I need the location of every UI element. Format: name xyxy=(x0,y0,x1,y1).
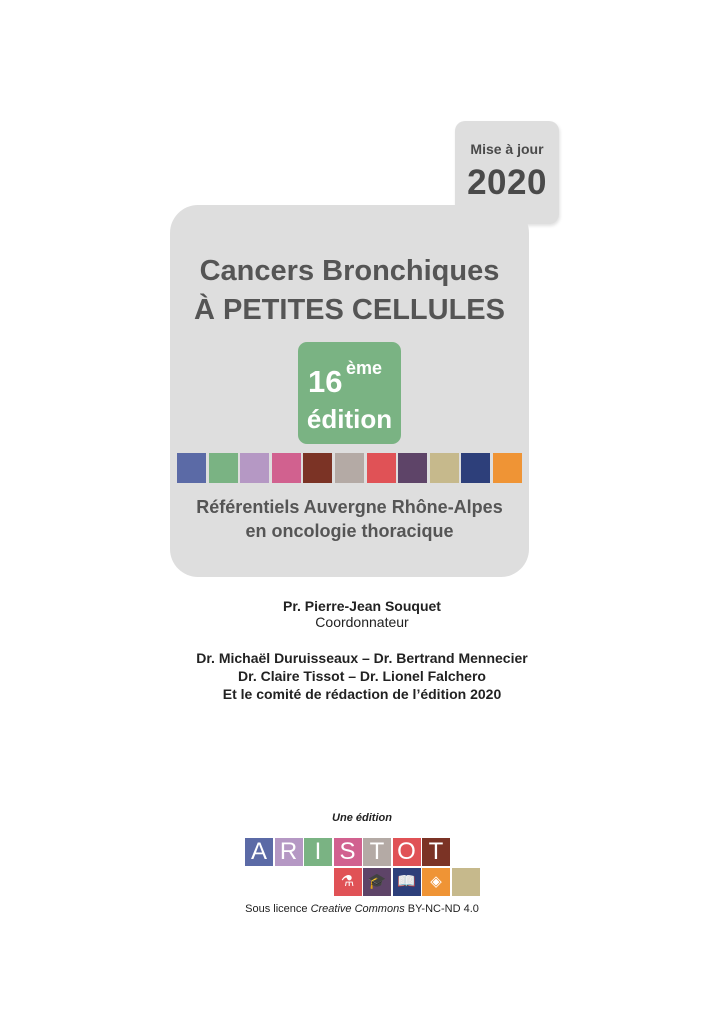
subtitle-line-1: Référentiels Auvergne Rhône-Alpes xyxy=(196,497,503,517)
color-swatch xyxy=(367,453,396,483)
blank-icon xyxy=(452,868,480,896)
logo-letter: S xyxy=(334,838,362,866)
coordinator-name: Pr. Pierre-Jean Souquet xyxy=(283,598,441,614)
subtitle-line-2: en oncologie thoracique xyxy=(245,521,454,541)
logo-letter: O xyxy=(393,838,421,866)
color-swatch xyxy=(493,453,522,483)
logo-letter: R xyxy=(275,838,303,866)
color-swatch xyxy=(177,453,206,483)
france-map-icon: ◈ xyxy=(422,868,450,896)
color-swatch xyxy=(430,453,459,483)
color-swatch xyxy=(461,453,490,483)
microscope-icon: ⚗ xyxy=(334,868,362,896)
aristot-logo xyxy=(245,838,481,898)
book-icon: 📖 xyxy=(393,868,421,896)
color-swatch xyxy=(303,453,332,483)
update-label: Mise à jour xyxy=(470,141,544,157)
graduation-cap-icon: 🎓 xyxy=(363,868,391,896)
color-swatch xyxy=(335,453,364,483)
color-swatch xyxy=(209,453,238,483)
color-swatch xyxy=(240,453,269,483)
logo-letter: I xyxy=(304,838,332,866)
edition-badge xyxy=(298,342,401,444)
logo-letter: T xyxy=(363,838,391,866)
coordinator-role: Coordonnateur xyxy=(315,614,409,630)
license-italic: Creative Commons xyxy=(310,903,405,915)
color-swatch-row xyxy=(177,453,524,483)
color-swatch xyxy=(272,453,301,483)
publisher-intro: Une édition xyxy=(332,812,392,824)
authors-line-1: Dr. Michaël Duruisseaux – Dr. Bertrand Mennecier xyxy=(196,650,528,666)
authors-line-3: Et le comité de rédaction de l’édition 2020 xyxy=(222,686,502,702)
color-swatch xyxy=(398,453,427,483)
title-line-1: Cancers Bronchiques xyxy=(199,255,500,287)
authors-line-2: Dr. Claire Tissot – Dr. Lionel Falchero xyxy=(238,668,486,684)
edition-word: édition xyxy=(306,404,393,434)
logo-letter: T xyxy=(422,838,450,866)
license-suffix: BY-NC-ND 4.0 xyxy=(404,903,479,915)
logo-letter: A xyxy=(245,838,273,866)
edition-superscript: ème xyxy=(346,358,383,378)
license-prefix: Sous licence xyxy=(245,903,311,915)
title-panel xyxy=(170,205,529,577)
license-line xyxy=(0,903,724,915)
update-year: 2020 xyxy=(467,163,547,202)
edition-number: 16 xyxy=(308,364,343,399)
title-line-2: À PETITES CELLULES xyxy=(194,294,505,326)
